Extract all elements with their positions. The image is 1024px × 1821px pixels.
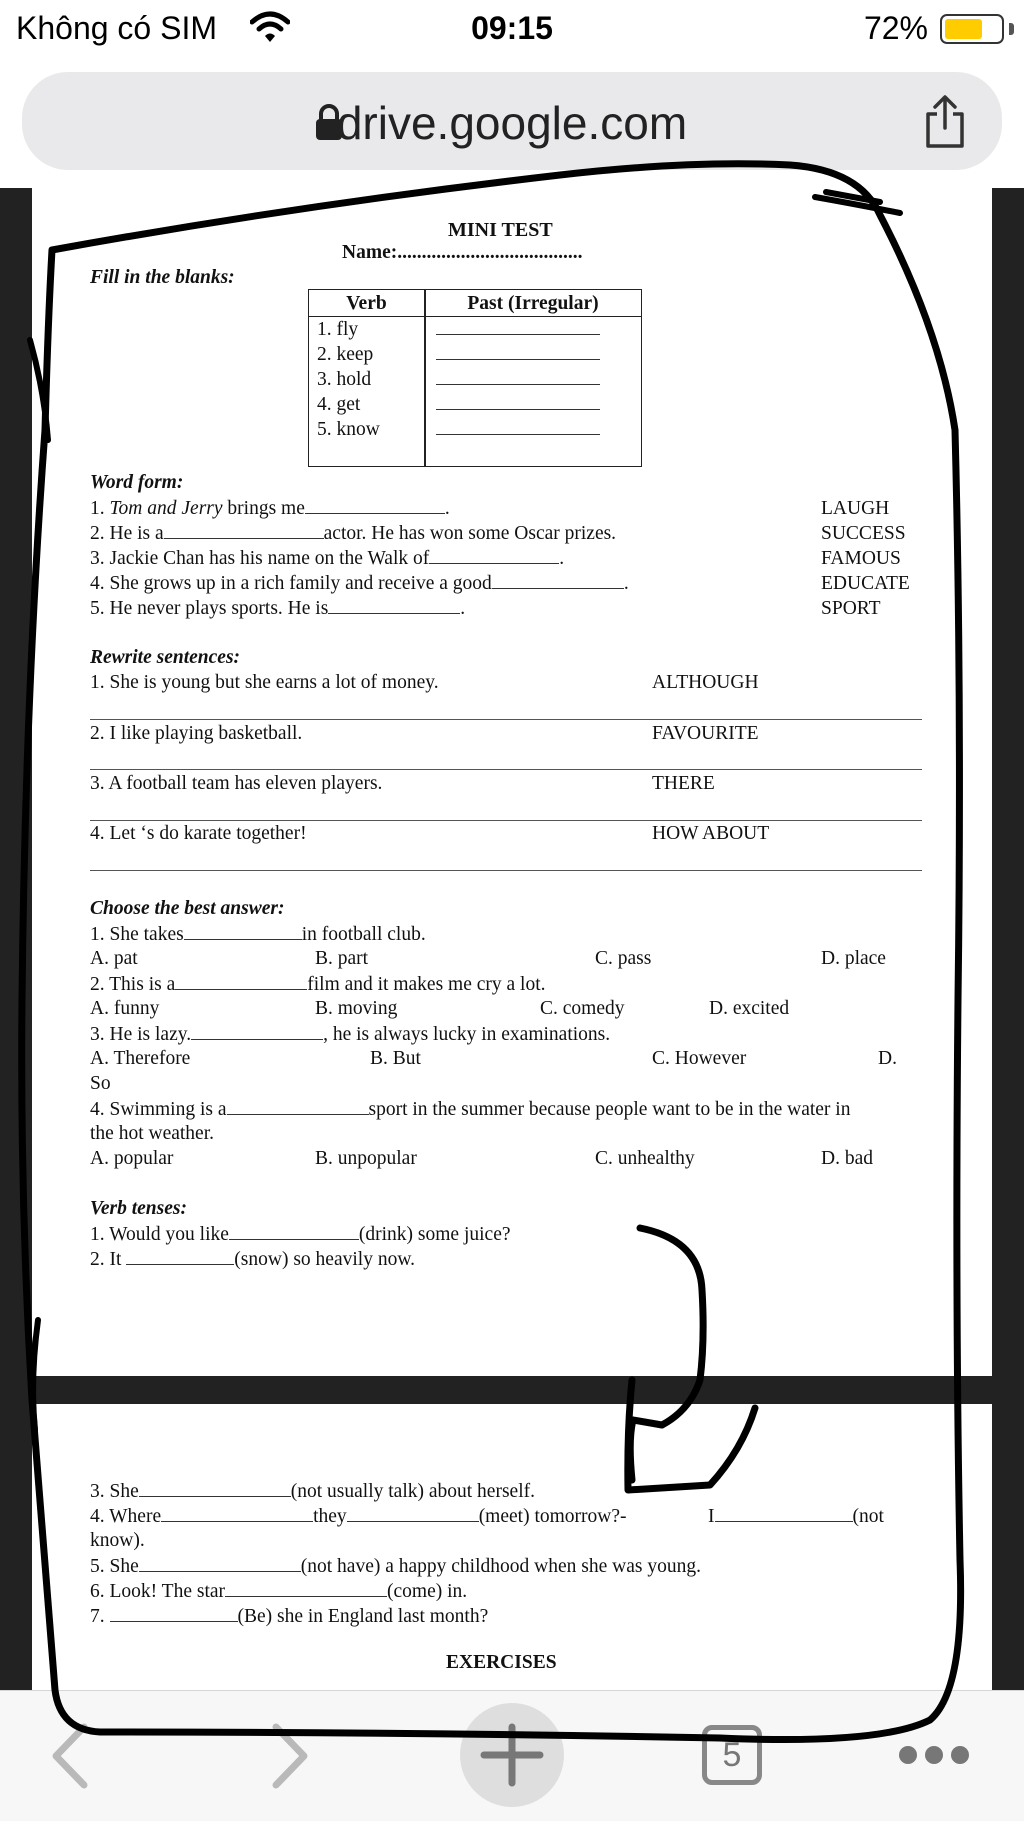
answer-rule [90,769,922,770]
tense-question-4 [90,1506,627,1527]
verb-tenses-heading: Verb tenses: [90,1198,187,1219]
wf-q2-text-a: 2. He is a [90,523,164,544]
blank-line [184,924,302,940]
forward-icon[interactable] [268,1721,312,1791]
tq2-text-b: (snow) so heavily now. [234,1249,416,1270]
tense-question-4-wrap: know). [90,1530,145,1551]
rewrite-cue: HOW ABOUT [652,823,770,844]
blank-line [126,1249,234,1265]
verb-item: 4. get [317,394,361,415]
choose-question-2 [90,974,546,995]
tq6-text-a: 6. Look! The star [90,1581,226,1602]
page-break [0,1376,1024,1404]
blank-line [227,1099,369,1115]
url-text[interactable]: drive.google.com [336,97,688,149]
bottom-toolbar [0,1690,1024,1821]
verb-table-divider [424,290,426,466]
choose-question-4-wrap: the hot weather. [90,1123,214,1144]
choice-option: C. unhealthy [595,1148,695,1169]
word-form-question-5: 5. He never plays sports. He is . [90,598,466,619]
choose-heading: Choose the best answer: [90,898,285,919]
verb-item: 2. keep [317,344,374,365]
answer-rule [90,870,922,871]
fill-blanks-heading: Fill in the blanks: [90,267,235,288]
tense-question-5 [90,1556,701,1577]
choose-question-1 [90,924,426,945]
verb-item: 5. know [317,419,380,440]
document-title: MINI TEST [448,219,553,241]
tq5-text-b: (not have) a happy childhood when she was young. [300,1556,701,1577]
answer-line [436,334,600,335]
tq7-text-b: (Be) she in England last month? [237,1606,489,1627]
cq3-text-a: 3. He is lazy. [90,1024,192,1045]
blank-line [429,548,559,564]
tq2-text-a: 2. It [90,1249,122,1270]
battery-level-fill [945,19,982,39]
blank-line [225,1581,387,1597]
blank-line [191,1024,323,1040]
answer-rule [90,820,922,821]
verb-item: 3. hold [317,369,372,390]
tabs-count: 5 [722,1736,742,1774]
share-icon[interactable] [922,94,968,150]
rewrite-sentence: 1. She is young but she earns a lot of money. [90,672,439,693]
choice-option: D. excited [709,998,790,1019]
answer-line [436,434,600,435]
past-col-header: Past (Irregular) [467,293,599,314]
tense-question-4-tail [708,1506,884,1527]
rewrite-sentence: 3. A football team has eleven players. [90,773,383,794]
wf-q3-text: 3. Jackie Chan has his name on the Walk of [90,548,430,569]
blank-line [328,598,460,614]
word-cue: SPORT [821,598,881,619]
verb-item: 1. fly [317,319,359,340]
tq4-text-e: (not [852,1506,884,1527]
blank-line [715,1506,853,1522]
cq2-text-a: 2. This is a [90,974,176,995]
choice-option: B. moving [315,998,398,1019]
rewrite-cue: THERE [652,773,715,794]
choose-question-4 [90,1099,850,1120]
tq4-text-c: (meet) tomorrow?- [478,1506,627,1527]
blank-line [492,573,624,589]
page-left-edge [0,188,32,1690]
page-right-edge [992,188,1024,1690]
tq7-text-a: 7. [90,1606,105,1627]
blank-line [305,498,445,514]
choice-option: C. pass [595,948,652,969]
blank-line [229,1224,359,1240]
rewrite-sentence: 4. Let ‘s do karate together! [90,823,307,844]
exercises-heading: EXERCISES [446,1652,557,1673]
tq1-text-a: 1. Would you like [90,1224,229,1245]
battery-tip [1009,23,1014,35]
tense-question-1 [90,1224,511,1245]
tense-question-2 [90,1249,415,1270]
blank-line [139,1481,291,1497]
wf-q5-text: 5. He never plays sports. He is [90,598,329,619]
answer-rule [90,719,922,720]
blank-line [161,1506,313,1522]
address-bar[interactable] [22,72,1002,170]
tq6-text-b: (come) in. [387,1581,468,1602]
clock: 09:15 [471,10,553,46]
tq4-text-a: 4. Where [90,1506,162,1527]
wf-q2-text-b: actor. He has won some Oscar prizes. [323,523,617,544]
word-form-heading: Word form: [90,472,184,493]
tense-question-3 [90,1481,535,1502]
blank-line [347,1506,479,1522]
choice-option: D. place [821,948,886,969]
answer-line [436,359,600,360]
rewrite-heading: Rewrite sentences: [90,647,241,668]
word-form-question-4: 4. She grows up in a rich family and receive a good . [90,573,629,594]
tq5-text-a: 5. She [90,1556,139,1577]
cq1-text-b: in football club. [301,924,426,945]
rewrite-cue: ALTHOUGH [652,672,759,693]
cq2-text-b: film and it makes me cry a lot. [307,974,546,995]
word-cue: SUCCESS [821,523,906,544]
word-form-question-2 [90,523,616,544]
blank-line [110,1606,238,1622]
document-page [32,188,992,1690]
blank-line [175,974,307,990]
browser-chrome [0,58,1024,188]
tq4-text-b: they [313,1506,347,1527]
carrier-label: Không có SIM [16,10,217,46]
blank-line [164,523,324,539]
choice-option: A. popular [90,1148,174,1169]
cq4-text-a: 4. Swimming is a [90,1099,227,1120]
tq1-text-b: (drink) some juice? [358,1224,511,1245]
choice-option: A. pat [90,948,138,969]
word-form-question-3: 3. Jackie Chan has his name on the Walk of . [90,548,565,569]
choice-option: D. [878,1048,897,1069]
cq3-text-b: , he is always lucky in examinations. [323,1024,611,1045]
status-bar [0,0,1024,58]
battery-icon [940,14,1004,44]
choice-option: C. comedy [540,998,625,1019]
choice-option: B. unpopular [315,1148,417,1169]
wf-q1-italic: Tom and Jerry [109,498,223,519]
tense-question-6 [90,1581,467,1602]
tabs-button[interactable] [702,1725,762,1785]
rewrite-sentence: 2. I like playing basketball. [90,723,303,744]
choice-option: C. However [652,1048,747,1069]
choice-option: A. funny [90,998,160,1019]
choice-option: B. But [370,1048,421,1069]
choice-option: D. bad [821,1148,873,1169]
wf-q1-text: brings me [227,498,305,519]
rewrite-cue: FAVOURITE [652,723,759,744]
word-cue: FAMOUS [821,548,901,569]
word-form-question-1: 1. Tom and Jerry brings me . [90,498,450,519]
cq4-text-b: sport in the summer because people want to be in the water in [368,1099,851,1120]
cq1-text-a: 1. She takes [90,924,184,945]
tq3-text-a: 3. She [90,1481,139,1502]
word-cue: EDUCATE [821,573,910,594]
choose-question-3 [90,1024,610,1045]
back-icon[interactable] [48,1721,92,1791]
document-viewer[interactable] [0,188,1024,1690]
word-cue: LAUGH [821,498,890,519]
new-tab-button[interactable] [460,1703,564,1807]
verb-table [308,289,642,467]
battery-percent: 72% [863,10,928,46]
wf-q1-number: 1. [90,498,105,519]
blank-line [139,1556,301,1572]
wf-q4-text: 4. She grows up in a rich family and receive a good [90,573,492,594]
answer-line [436,409,600,410]
tense-question-7 [90,1606,488,1627]
tq4-text-d: I [708,1506,715,1527]
choice-option-wrap: So [90,1073,111,1094]
plus-icon [460,1703,564,1807]
answer-line [436,384,600,385]
name-line: Name:...................................... [342,242,583,263]
more-icon[interactable] [896,1741,972,1769]
choice-option: B. part [315,948,369,969]
verb-col-header: Verb [346,293,387,314]
choice-option: A. Therefore [90,1048,191,1069]
tq3-text-b: (not usually talk) about herself. [290,1481,535,1502]
